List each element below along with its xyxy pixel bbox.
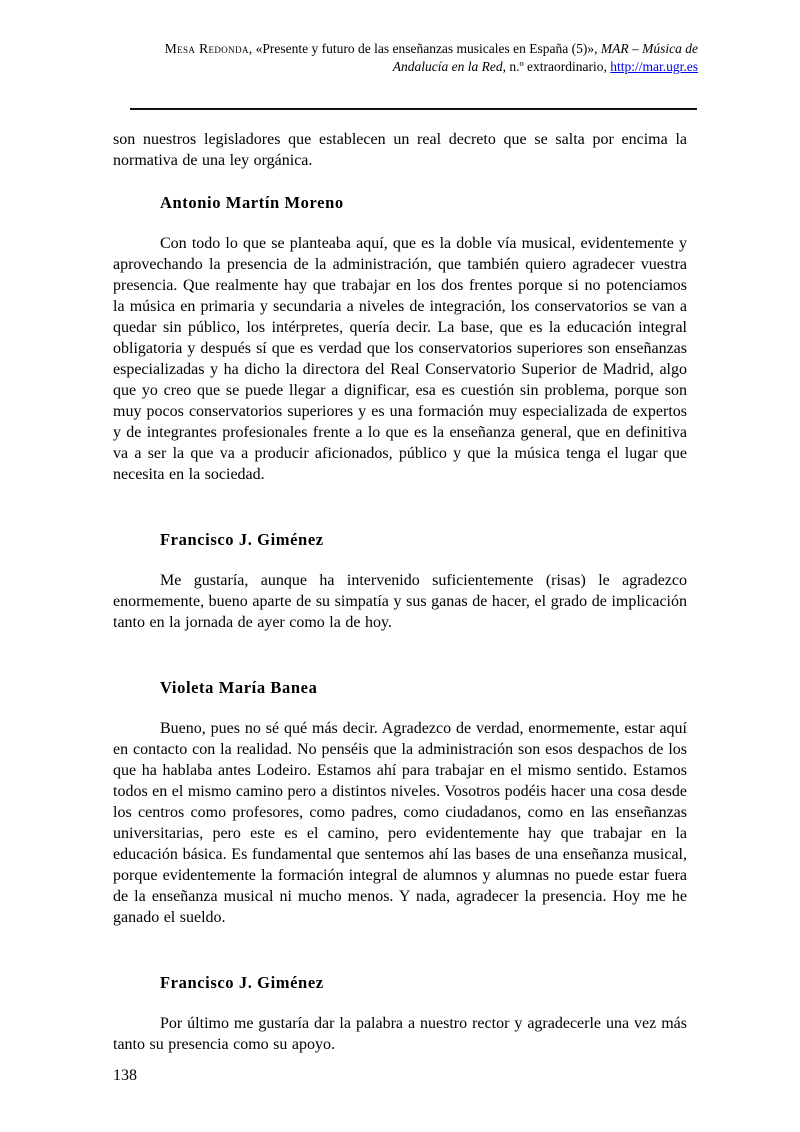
transcript-paragraph: Me gustaría, aunque ha intervenido suficientemente (risas) le agradezco enormemente, bueno aparte de su simpatía y sus ganas de hacer, el grado de implicación tanto en la jornada de ayer como la de hoy. (113, 572, 687, 631)
citation-header-text: MAR – Música de Andalucía en la Red (392, 41, 698, 74)
citation-header-text: , «Presente y futuro de las enseñanzas musicales en España (5)», (248, 41, 601, 56)
transcript-paragraph: son nuestros legisladores que establecen un real decreto que se salta por encima la normativa de una ley orgánica. (113, 131, 687, 169)
transcript-paragraph: Con todo lo que se planteaba aquí, que es la doble vía musical, evidentemente y aprovechando la presencia de la administración, que también quiero agradecer vuestra presencia. Que realmente hay que trabajar en los dos frentes porque si no potenciamos la música en primaria y secundaria a niveles de integración, los conservatorios se van a quedar sin público, los intérpretes, quería decir. La base, que es la educación integral obligatoria y después sí que es verdad que los conservatorios superiores son enseñanzas especializadas y ha dicho la directora del Real Conservatorio Superior de Madrid, algo que yo creo que se puede llegar a dignificar, esa es cuestión sin problema, porque son muy pocos conservatorios superiores y es una formación muy especializada de expertos y de integrantes profesionales frente a lo que es la enseñanza general, que en definitiva va a ser la que va a producir aficionados, público y que la música tenga el lugar que necesita en la sociedad. (113, 235, 687, 483)
citation-header-text: , n.º extraordinario, (502, 59, 611, 74)
header-divider (130, 108, 697, 110)
citation-header-text: Mesa Redonda (164, 41, 249, 56)
citation-header (113, 40, 698, 76)
mar-url-link[interactable]: http://mar.ugr.es (610, 59, 698, 74)
speaker-heading: Francisco J. Giménez (160, 530, 324, 549)
transcript-paragraph: Bueno, pues no sé qué más decir. Agradezco de verdad, enormemente, estar aquí en contacto con la realidad. No penséis que la administración son esos despachos de los que ha hablaba antes Lodeiro. Estamos ahí para trabajar en el mismo sentido. Estamos todos en el mismo camino pero a distintos niveles. Vosotros podéis hacer una cosa desde los centros como profesores, como padres, como ciudadanos, como en las enseñanzas universitarias, pero este es el camino, pero evidentemente hay que trabajar en la educación básica. Es fundamental que sentemos ahí las bases de una enseñanza musical, porque evidentemente la formación integral de alumnos y alumnas no puede estar fuera de la enseñanza musical ni mucho menos. Y nada, agradecer la presencia. Hoy me he ganado el sueldo. (113, 720, 687, 926)
page-number: 138 (113, 1067, 137, 1084)
speaker-heading: Francisco J. Giménez (160, 973, 324, 992)
transcript-paragraph: Por último me gustaría dar la palabra a nuestro rector y agradecerle una vez más tanto su presencia como su apoyo. (113, 1015, 687, 1053)
speaker-heading: Antonio Martín Moreno (160, 193, 344, 212)
speaker-heading: Violeta María Banea (160, 678, 318, 697)
document-body (113, 129, 687, 1055)
